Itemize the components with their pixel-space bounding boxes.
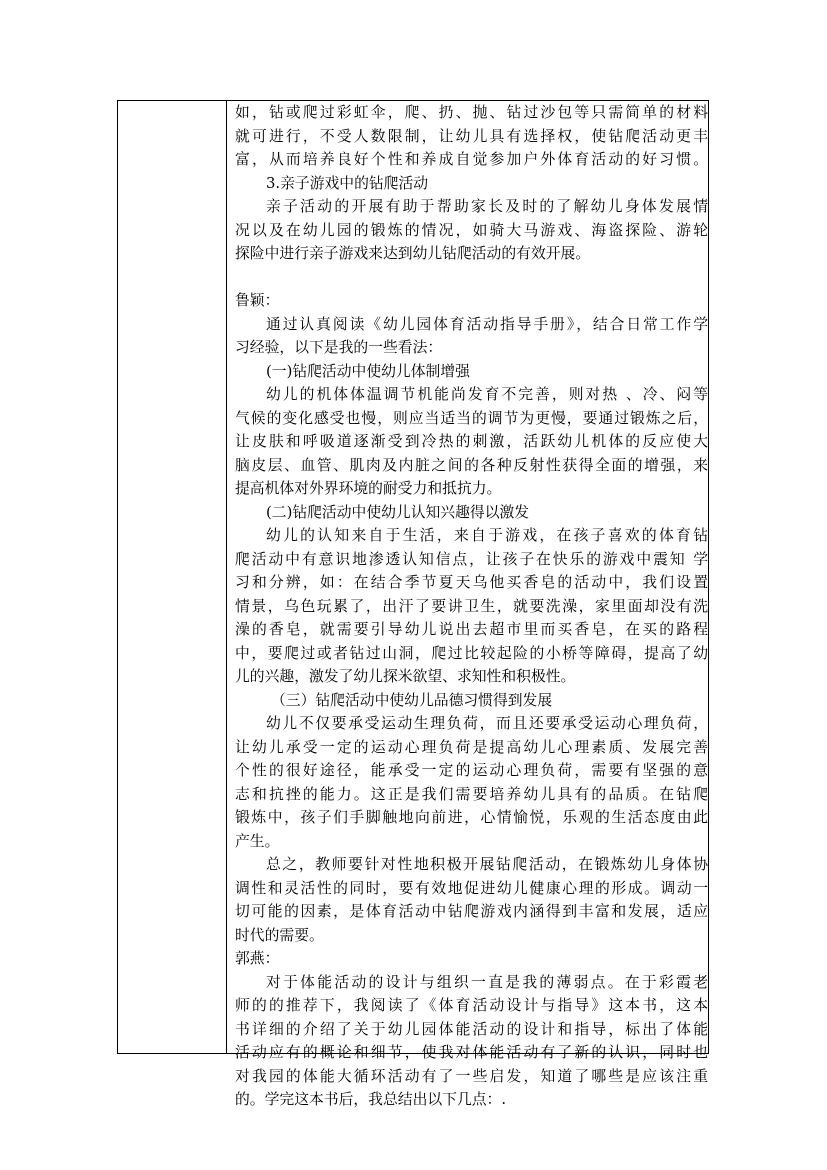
text-line: 如，钻或爬过彩虹伞，爬、扔、抛、钻过沙包等只需简单的材料	[235, 104, 708, 121]
blank-line	[235, 266, 708, 290]
text-line: 幼儿的机体体温调节机能尚发育不完善，则对热 、冷、闷等	[266, 386, 708, 403]
text-line: 澡的香皂，就需要引导幼儿说出去超市里而买香皂，在买的路程	[235, 621, 708, 638]
text-line: 就可进行，不受人数限制，让幼儿具有选择权，使钻爬活动更丰	[235, 127, 708, 145]
text-line: 师的的推荐下，我阅读了《体育活动设计与指导》这本书，这本	[235, 997, 708, 1014]
text-line: 让幼儿承受一定的运动心理负荷是提高幼儿心理素质、发展完善	[235, 738, 708, 756]
text-line: 幼儿不仅要承受运动生理负荷，而且还要承受运动心理负荷，	[266, 715, 708, 732]
text-line: 对于体能活动的设计与组织一直是我的薄弱点。在于彩霞老	[266, 973, 708, 991]
text-line: 富，从而培养良好个性和养成自觉参加户外体育活动的好习惯。	[235, 151, 708, 168]
text-line: (一)钻爬活动中使幼儿体制增强	[266, 362, 470, 380]
text-line: 儿的兴趣，激发了幼儿探米欲望、求知性和积极性。	[235, 668, 576, 685]
text-line: (二)钻爬活动中使幼儿认知兴趣得以激发	[266, 503, 530, 521]
text-line: 脑皮层、血管、肌肉及内脏之间的各种反射性获得全面的增强，来	[235, 456, 708, 474]
text-line: 书详细的介绍了关于幼儿园体能活动的设计和指导，标出了体能	[235, 1020, 708, 1038]
text-line: 气候的变化感受也慢，则应当适当的调节为更慢，要通过锻炼之后，	[235, 409, 708, 427]
text-line: 探险中进行亲子游戏来达到幼儿钻爬活动的有效开展。	[235, 245, 591, 262]
text-line: 活动应有的概论和细节，使我对体能活动有了新的认识，同时也	[235, 1044, 708, 1061]
text-line: 个性的很好途径，能承受一定的运动心理负荷，需要有坚强的意	[235, 762, 708, 779]
text-line: 3.亲子游戏中的钻爬活动	[266, 174, 429, 192]
text-line: 调性和灵活性的同时，要有效地促进幼儿健康心理的形成。调动一	[235, 879, 708, 897]
text-line: 锻炼中，孩子们手脚触地向前进，心情愉悦，乐观的生活态度由此	[235, 809, 708, 826]
text-line: 产生。	[235, 832, 280, 850]
text-line: 志和抗挫的能力。这正是我们需要培养幼儿具有的品质。在钻爬	[235, 785, 708, 803]
text-line: 郭燕：	[235, 950, 280, 967]
text-line: 习经验，以下是我的一些看法：	[235, 339, 443, 356]
text-line: 情景，乌色玩累了，出汗了要讲卫生，就要洗澡，家里面却没有洗	[235, 597, 708, 615]
text-line: 习和分辨，如：在结合季节夏天乌他买香皂的活动中，我们设置	[235, 574, 708, 591]
text-line: 况以及在幼儿园的锻炼的情况，如骑大马游戏、海盗探险、游轮	[235, 221, 708, 239]
text-line: 提高机体对外界环境的耐受力和抵抗力。	[235, 480, 502, 497]
text-line: 让皮肤和呼吸道逐渐受到冷热的刺激，活跃幼儿机体的反应使大	[235, 433, 708, 450]
document-table	[117, 100, 709, 1108]
text-line: 中，要爬过或者钻过山洞，爬过比较起险的小桥等障碍，提高了幼	[235, 644, 708, 662]
text-line: 亲子活动的开展有助于帮助家长及时的了解幼儿身体发展情	[266, 198, 708, 215]
text-line: 通过认真阅读《幼儿园体育活动指导手册》，结合日常工作学	[266, 315, 708, 333]
text-line: 时代的需要。	[235, 926, 324, 944]
left-column-cell	[118, 101, 226, 1053]
text-line: 爬活动中有意识地渗透认知信点，让孩子在快乐的游戏中震知 学	[235, 550, 708, 568]
text-line: 切可能的因素，是体育活动中钻爬游戏内涵得到丰富和发展，适应	[235, 903, 708, 920]
text-line: 的。学完这本书后，我总结出以下几点：.	[235, 1091, 507, 1108]
content-cell	[227, 101, 708, 1108]
text-line: 鲁颖：	[235, 292, 280, 309]
text-line: 对我园的体能大循环活动有了一些启发，知道了哪些是应该注重	[235, 1067, 708, 1085]
text-line: 总之，教师要针对性地积极开展钻爬活动，在锻炼幼儿身体协	[266, 856, 708, 873]
text-line: （三）钻爬活动中使幼儿品德习惯得到发展	[271, 691, 553, 709]
text-line: 幼儿的认知来自于生活，来自于游戏，在孩子喜欢的体育钻	[266, 527, 708, 544]
